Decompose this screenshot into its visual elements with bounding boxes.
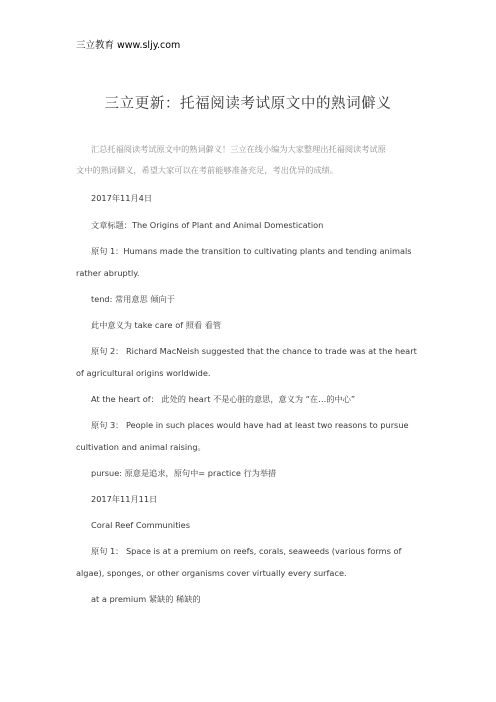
example-sentence-line: rather abruptly. [76, 268, 140, 278]
meaning-note: 此中意义为 take care of 照看 看管 [91, 320, 222, 330]
word-note: tend: 常用意思 倾向于 [91, 294, 175, 304]
example-sentence-line: of agricultural origins worldwide. [76, 368, 211, 378]
example-sentence-line: 原句 2： Richard MacNeish suggested that the chance to trade was at the heart [91, 346, 417, 356]
word-note: pursue: 原意是追求，原句中= practice 行为举措 [91, 468, 277, 478]
intro-line-1: 汇总托福阅读考试原文中的熟词僻义！三立在线小编为大家整理出托福阅读考试原 [91, 144, 386, 154]
example-sentence-line: cultivation and animal raising。 [76, 442, 206, 452]
example-sentence-line: algae), sponges, or other organisms cover virtually every surface. [76, 568, 347, 578]
section-date: 2017年11月4日 [91, 193, 153, 203]
example-sentence-line: 原句 1： Space is at a premium on reefs, corals, seaweeds (various forms of [91, 546, 402, 556]
example-sentence-line: 原句 1：Humans made the transition to cultivating plants and tending animals [91, 246, 412, 256]
article-title: Coral Reef Communities [91, 520, 190, 530]
word-note: At the heart of： 此处的 heart 不是心脏的意思，意义为 “在…的中心” [91, 394, 356, 404]
section-date: 2017年11月11日 [91, 494, 158, 504]
site-header: 三立教育 www.sljy.com [76, 40, 181, 51]
intro-line-2: 文中的熟词僻义，希望大家可以在考前能够准备充足，考出优异的成绩。 [76, 165, 339, 175]
example-sentence-line: 原句 3： People in such places would have had at least two reasons to pursue [91, 420, 409, 430]
article-title: 文章标题：The Origins of Plant and Animal Domestication [91, 220, 324, 230]
page-title: 三立更新：托福阅读考试原文中的熟词僻义 [104, 96, 392, 112]
word-note: at a premium 紧缺的 稀缺的 [91, 594, 201, 604]
